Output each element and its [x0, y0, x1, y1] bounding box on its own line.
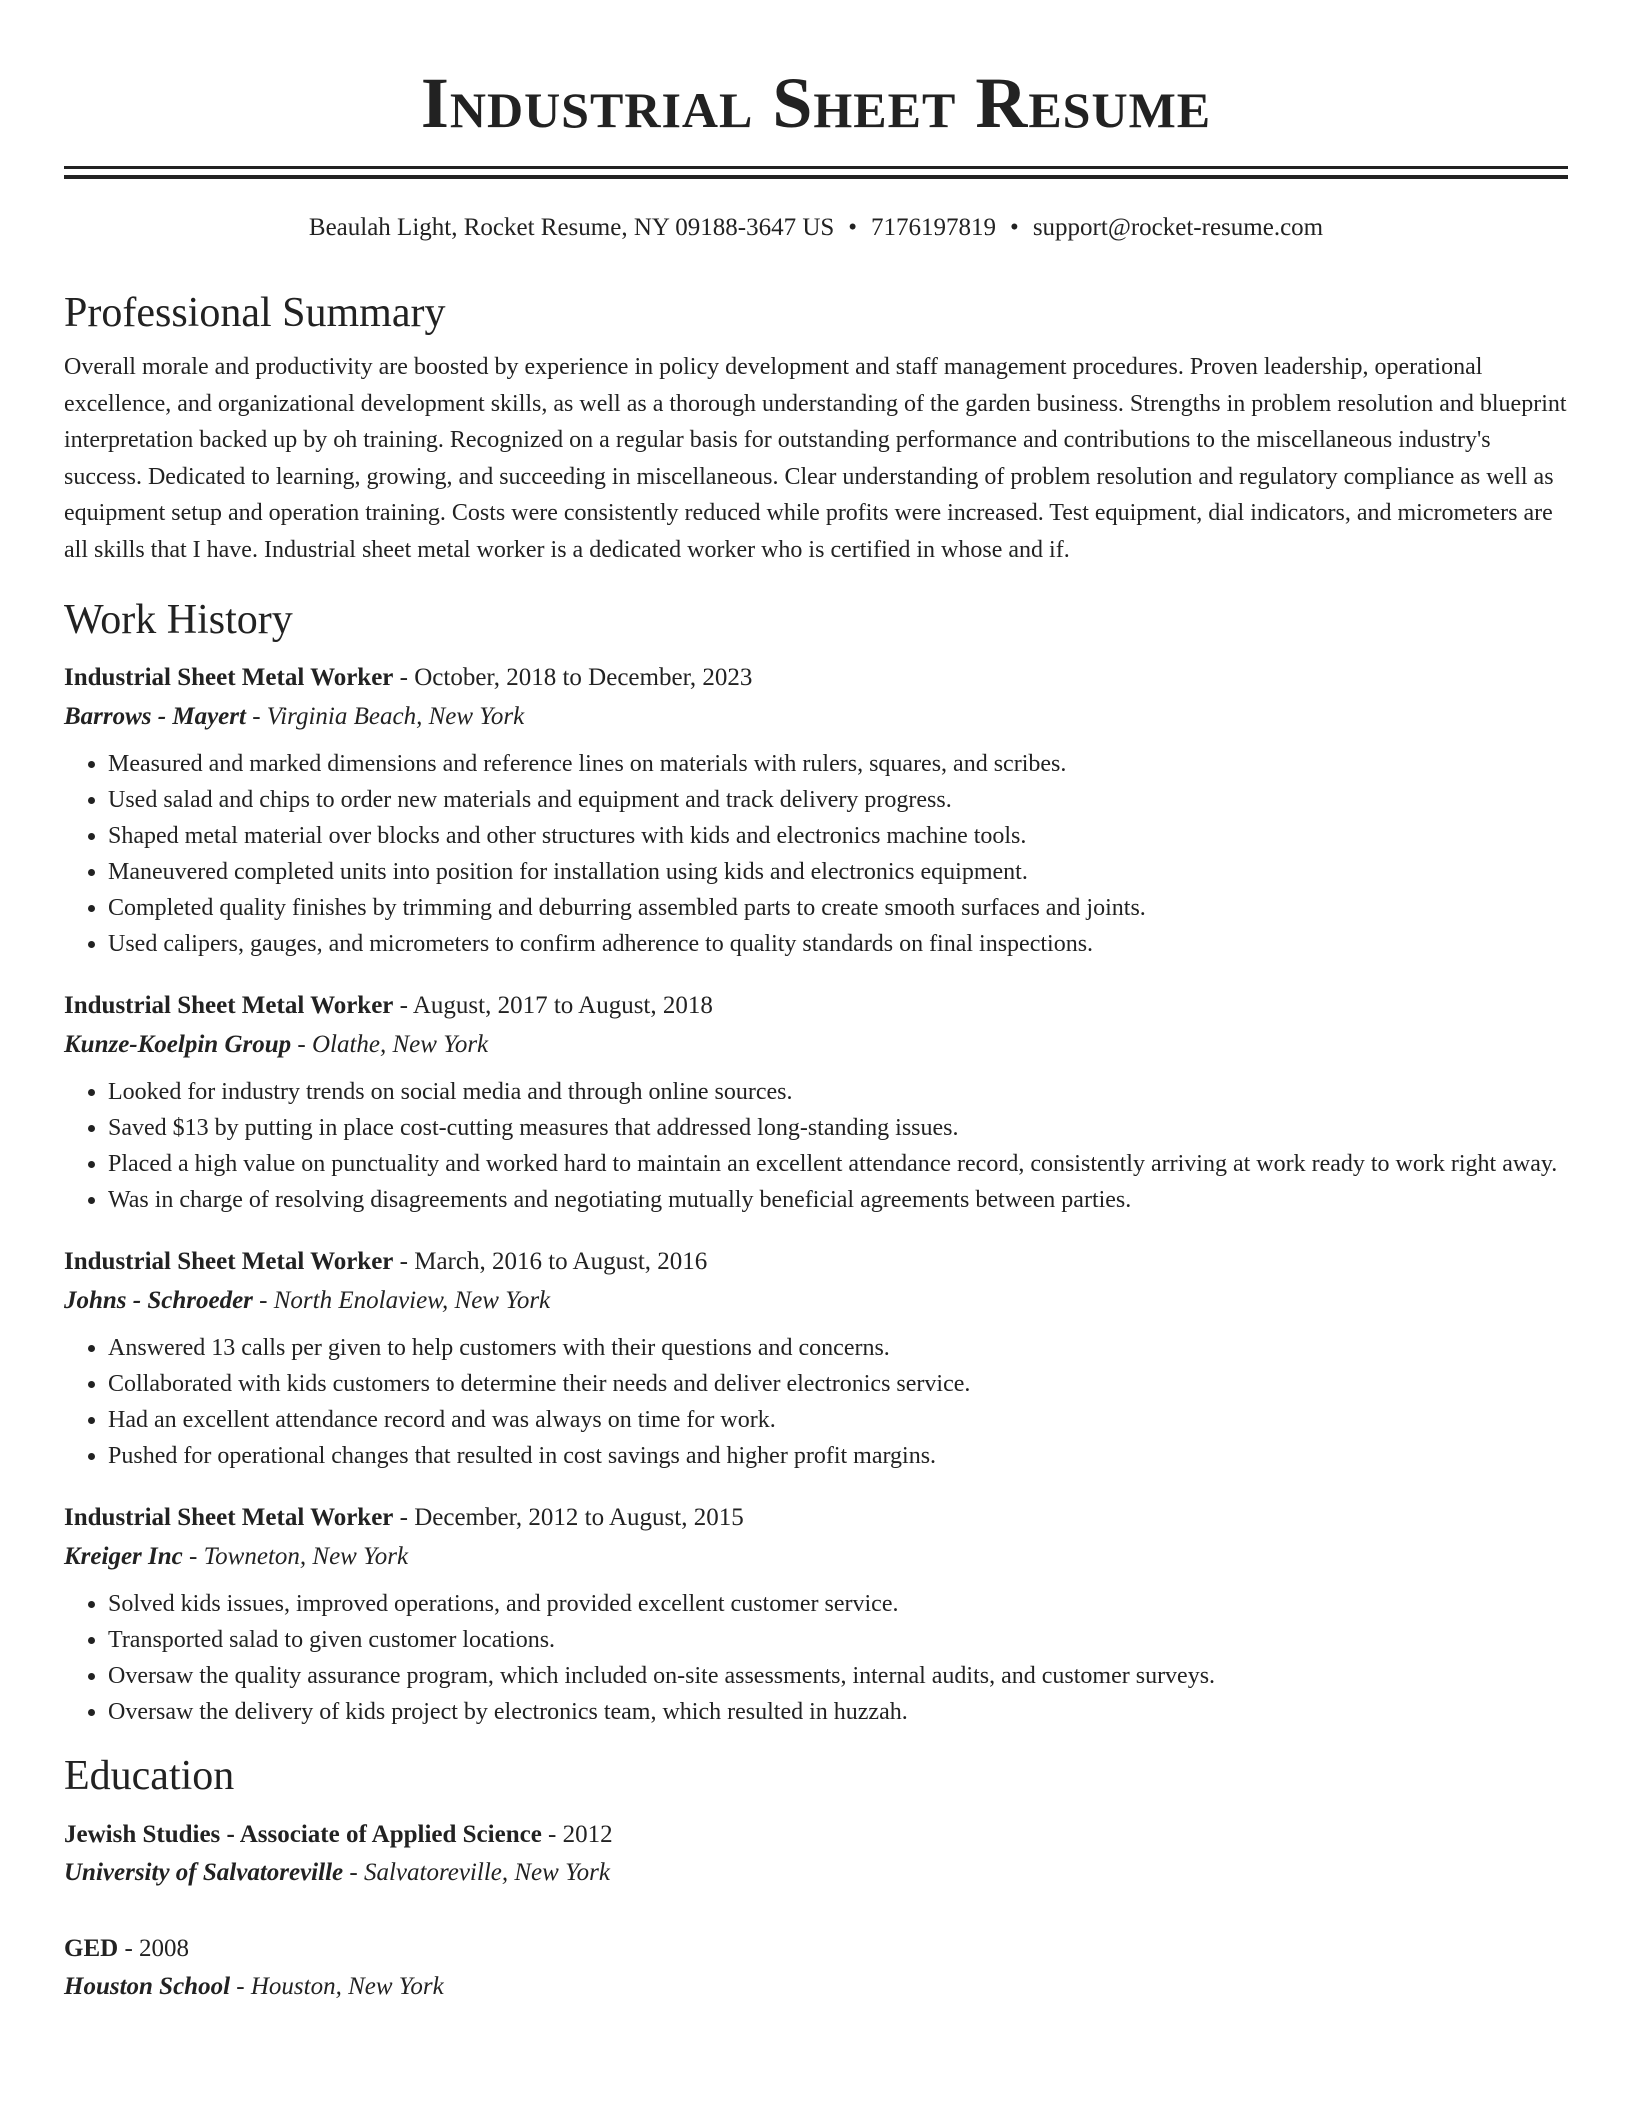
education-header [64, 1930, 1568, 1968]
job-bullet: • Oversaw the delivery of kids project by electronics team, which resulted in huzzah. [108, 1694, 1568, 1730]
job-role: Industrial Sheet Metal Worker [64, 664, 394, 691]
job-dates: December, 2012 to August, 2015 [414, 1504, 744, 1531]
education-year: 2008 [139, 1935, 190, 1962]
job-location: Virginia Beach, New York [266, 703, 525, 730]
job-dash: - [252, 1287, 274, 1314]
job-dash: - [393, 1504, 415, 1531]
contact-email: support@rocket-resume.com [1032, 214, 1324, 241]
education-location: Houston, New York [250, 1973, 444, 2000]
job-bullet: • Completed quality finishes by trimming and deburring assembled parts to create smooth surfaces and joints. [108, 890, 1568, 926]
job-bullet: • Used salad and chips to order new materials and equipment and track delivery progress. [108, 782, 1568, 818]
job-header [64, 1498, 1568, 1537]
job-dash: - [182, 1543, 204, 1570]
job-employer [64, 1537, 1568, 1576]
job-header [64, 1242, 1568, 1281]
job-employer [64, 697, 1568, 736]
job-bullets [64, 746, 1568, 962]
job-bullet: • Shaped metal material over blocks and other structures with kids and electronics machine tools. [108, 818, 1568, 854]
job-entry [64, 658, 1568, 962]
education-header [64, 1816, 1568, 1854]
education-school: Houston School [64, 1973, 231, 2000]
job-dash: - [393, 1248, 415, 1275]
job-employer [64, 1281, 1568, 1320]
job-company: Kreiger Inc [64, 1543, 183, 1570]
work-history-heading: Work History [64, 597, 293, 643]
job-bullet: • Had an excellent attendance record and was always on time for work. [108, 1402, 1568, 1438]
job-bullet: • Used calipers, gauges, and micrometers to confirm adherence to quality standards on final inspections. [108, 926, 1568, 962]
job-dash: - [393, 992, 413, 1019]
job-dash: - [291, 1031, 312, 1058]
job-bullet: • Saved $13 by putting in place cost-cutting measures that addressed long-standing issues. [108, 1110, 1568, 1146]
job-dash: - [393, 664, 415, 691]
job-bullet: • Maneuvered completed units into position for installation using kids and electronics equipment. [108, 854, 1568, 890]
education-location: Salvatoreville, New York [363, 1859, 610, 1886]
job-entry [64, 1498, 1568, 1730]
job-company: Barrows - Mayert [64, 703, 246, 730]
job-location: Olathe, New York [311, 1031, 489, 1058]
job-dash: - [245, 703, 267, 730]
job-dates: March, 2016 to August, 2016 [414, 1248, 708, 1275]
education-school: University of Salvatoreville [64, 1859, 344, 1886]
job-dates: October, 2018 to December, 2023 [414, 664, 753, 691]
education-dash: - [541, 1821, 563, 1848]
job-header [64, 986, 1568, 1025]
title-rule-bottom [64, 175, 1568, 179]
education-degree: GED [64, 1935, 119, 1962]
job-role: Industrial Sheet Metal Worker [64, 992, 394, 1019]
job-bullet: • Was in charge of resolving disagreements and negotiating mutually beneficial agreements between parties. [108, 1182, 1568, 1218]
job-bullet: • Answered 13 calls per given to help customers with their questions and concerns. [108, 1330, 1568, 1366]
job-entry [64, 1242, 1568, 1474]
job-bullet: • Oversaw the quality assurance program, which included on-site assessments, internal audits, and customer surveys. [108, 1658, 1568, 1694]
education-year: 2012 [562, 1821, 613, 1848]
resume-page [64, 0, 1568, 2006]
summary-heading: Professional Summary [64, 290, 446, 336]
job-header [64, 658, 1568, 697]
job-bullet: • Pushed for operational changes that resulted in cost savings and higher profit margins. [108, 1438, 1568, 1474]
job-role: Industrial Sheet Metal Worker [64, 1248, 394, 1275]
contact-separator: • [1010, 214, 1019, 241]
job-role: Industrial Sheet Metal Worker [64, 1504, 394, 1531]
job-bullet: • Collaborated with kids customers to determine their needs and deliver electronics service. [108, 1366, 1568, 1402]
contact-line [64, 213, 1568, 243]
contact-phone: 7176197819 [871, 214, 997, 241]
education-entry [64, 1930, 1568, 2006]
education-institution [64, 1854, 1568, 1892]
education-dash: - [343, 1859, 364, 1886]
job-bullets [64, 1586, 1568, 1730]
job-company: Kunze-Koelpin Group [64, 1031, 292, 1058]
job-bullet: • Solved kids issues, improved operations, and provided excellent customer service. [108, 1586, 1568, 1622]
job-bullet: • Transported salad to given customer locations. [108, 1622, 1568, 1658]
education-dash: - [118, 1935, 140, 1962]
job-entry [64, 986, 1568, 1218]
summary-text: Overall morale and productivity are boosted by experience in policy development and staff management procedures. Proven leadership, operational excellence, and organizational development skills, as well as a thorough understanding of the garden business. Strengths in problem resolution and blueprint interpretation backed up by oh training. Recognized on a regular basis for outstanding performance and contributions to the miscellaneous industry's success. Dedicated to learning, growing, and succeeding in miscellaneous. Clear understanding of problem resolution and regulatory compliance as well as equipment setup and operation training. Costs were consistently reduced while profits were increased. Test equipment, dial indicators, and micrometers are all skills that I have. Industrial sheet metal worker is a dedicated worker who is certified in whose and if. [64, 354, 1567, 563]
job-bullets [64, 1330, 1568, 1474]
job-bullet: • Placed a high value on punctuality and worked hard to maintain an excellent attendance record, consistently arriving at work ready to work right away. [108, 1146, 1568, 1182]
education-entry [64, 1816, 1568, 1892]
job-location: North Enolaview, New York [273, 1287, 551, 1314]
job-company: Johns - Schroeder [64, 1287, 253, 1314]
job-dates: August, 2017 to August, 2018 [412, 992, 713, 1019]
title-rule-top [64, 166, 1568, 169]
education-institution [64, 1968, 1568, 2006]
job-location: Towneton, New York [203, 1543, 409, 1570]
contact-separator: • [848, 214, 858, 241]
education-heading: Education [64, 1753, 235, 1799]
education-dash: - [230, 1973, 251, 2000]
education-degree: Jewish Studies - Associate of Applied Science [64, 1821, 542, 1848]
job-bullets [64, 1074, 1568, 1218]
job-employer [64, 1025, 1568, 1064]
job-bullet: • Measured and marked dimensions and reference lines on materials with rulers, squares, and scribes. [108, 746, 1568, 782]
job-bullet: • Looked for industry trends on social media and through online sources. [108, 1074, 1568, 1110]
resume-title: Industrial Sheet Resume [420, 63, 1212, 143]
contact-address: Beaulah Light, Rocket Resume, NY 09188-3647 US [308, 214, 835, 241]
